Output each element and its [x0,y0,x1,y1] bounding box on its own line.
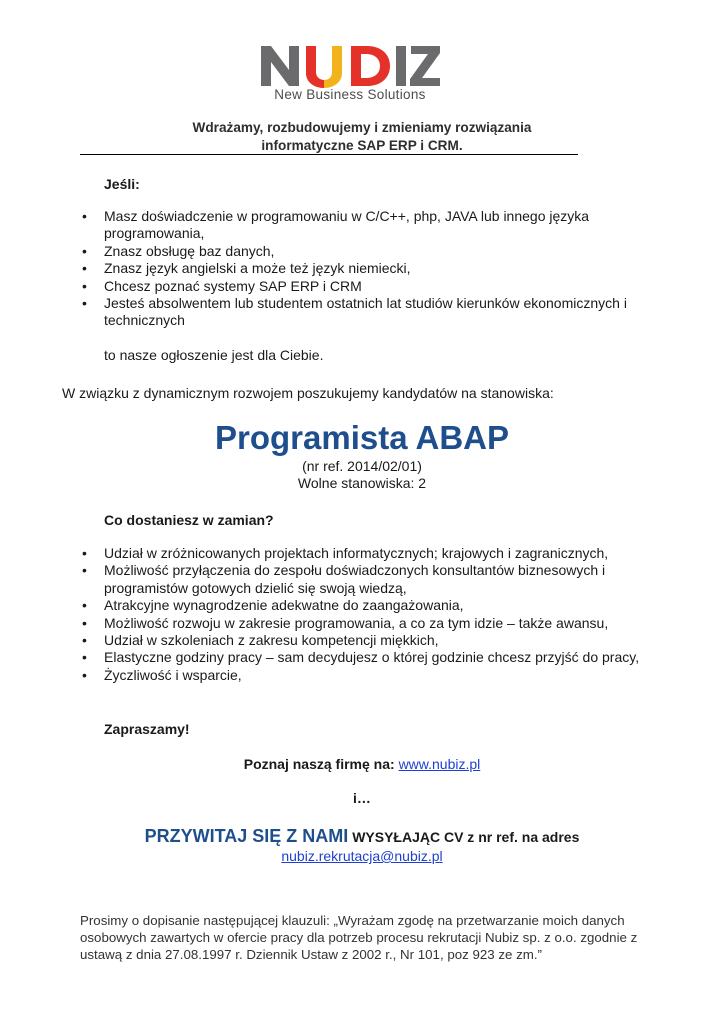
requirements-list [82,208,630,330]
list-item: • Znasz obsługę baz danych, [82,243,630,260]
list-item: • Udział w szkoleniach z zakresu kompetencji miękkich, [82,632,642,649]
list-item: • Możliwość rozwoju w zakresie programowania, a co za tym idzie – także awansu, [82,615,642,632]
list-item: • Atrakcyjne wynagrodzenie adekwatne do zaangażowania, [82,597,642,614]
header-divider [80,154,578,155]
offer-list [82,545,642,684]
apply-instruction: WYSYŁAJĄC CV z nr ref. na adres [352,829,580,845]
consent-lead: Prosimy o dopisanie następującej klauzuli: [80,913,330,928]
requirements-closing: to nasze ogłoszenie jest dla Ciebie. [104,347,324,363]
job-openings: Wolne stanowiska: 2 [297,475,427,491]
job-title: Programista ABAP [214,419,510,456]
apply-email-line [0,848,724,865]
list-item: • Znasz język angielski a może też język niemiecki, [82,260,630,277]
company-website-link[interactable]: www.nubiz.pl [398,756,481,772]
job-reference: (nr ref. 2014/02/01) [302,458,422,474]
intro-line-1: Wdrażamy, rozbudowujemy i zmieniamy rozwiązania [192,120,532,135]
logo-tagline: New Business Solutions [274,87,426,102]
list-item: • Jesteś absolwentem lub studentem ostatnich lat studiów kierunków ekonomicznych i technicznych [82,295,630,330]
apply-greeting: PRZYWITAJ SIĘ Z NAMI [144,826,349,846]
company-line [0,756,724,773]
company-logo [259,42,441,104]
list-item: • Udział w zróżnicowanych projektach informatycznych; krajowych i zagranicznych, [82,545,642,562]
intro-statement [0,119,724,155]
requirements-heading: Jeśli: [104,176,140,192]
list-item: • Życzliwość i wsparcie, [82,667,642,684]
list-item: • Możliwość przyłączenia do zespołu doświadczonych konsultantów biznesowych i programistów gotowych dzielić się swoją wiedzą, [82,562,642,597]
company-label: Poznaj naszą firmę na: [243,756,395,772]
list-item: • Chcesz poznać systemy SAP ERP i CRM [82,278,630,295]
list-item: • Elastyczne godziny pracy – sam decydujesz o której godzinie chcesz przyjść do pracy, [82,649,642,666]
nubiz-wordmark-logo [259,42,441,88]
consent-clause [80,912,650,963]
consent-text: „Wyrażam zgodę na przetwarzanie moich danych osobowych zawartych w ofercie pracy dla potrzeb procesu rekrutacji Nubiz sp. z o.o. zgodnie z ustawą z dnia 27.08.1997 r. Dziennik Ustaw z 2002 r., Nr 101, poz 923 ze zm.” [80,913,638,962]
list-item: • Masz doświadczenie w programowaniu w C/C++, php, JAVA lub innego języka programowania, [82,208,630,243]
intro-line-2: informatyczne SAP ERP i CRM. [261,138,463,153]
offer-heading: Co dostaniesz w zamian? [104,512,274,528]
search-line: W związku z dynamicznym rozwojem poszukujemy kandydatów na stanowiska: [62,385,554,401]
recruitment-email-link[interactable]: nubiz.rekrutacja@nubiz.pl [281,848,443,864]
apply-line [0,826,724,847]
ellipsis-text: i… [353,790,371,806]
invite-text: Zapraszamy! [104,721,190,737]
